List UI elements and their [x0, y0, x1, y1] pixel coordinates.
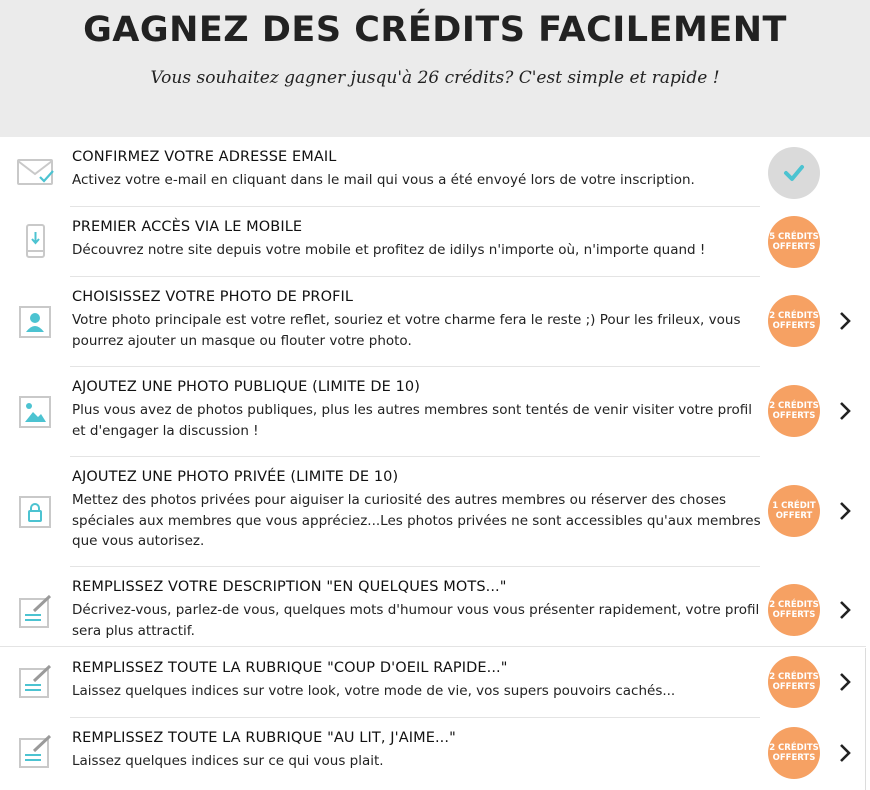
badge-amount: 2 CRÉDITS — [769, 742, 819, 753]
chevron-right-icon[interactable] — [836, 742, 854, 764]
badge-label: OFFERTS — [772, 411, 816, 421]
task-title: AJOUTEZ UNE PHOTO PRIVÉE (LIMITE DE 10) — [72, 469, 399, 485]
chevron-right-icon[interactable] — [836, 500, 854, 522]
edit-text-icon — [16, 733, 54, 771]
badge-label: OFFERTS — [772, 610, 816, 620]
task-description: Laissez quelques indices sur votre look, votre mode de vie, vos supers pouvoirs cachés... — [72, 683, 676, 699]
task-title: REMPLISSEZ VOTRE DESCRIPTION "EN QUELQUES MOTS..." — [72, 579, 507, 595]
edit-text-icon — [16, 663, 54, 701]
credits-badge — [768, 727, 820, 779]
badge-amount: 2 CRÉDITS — [769, 310, 819, 321]
page-header — [0, 0, 870, 137]
task-description: Activez votre e-mail en cliquant dans le mail qui vous a été envoyé lors de votre inscription. — [72, 172, 695, 188]
badge-amount: 2 CRÉDITS — [769, 599, 819, 610]
mobile-icon — [16, 223, 54, 261]
credits-badge — [768, 295, 820, 347]
task-title: AJOUTEZ UNE PHOTO PUBLIQUE (LIMITE DE 10) — [72, 379, 420, 395]
chevron-right-icon[interactable] — [836, 599, 854, 621]
badge-label: OFFERTS — [772, 321, 816, 331]
task-description: Plus vous avez de photos publiques, plus les autres membres sont tentés de venir visiter votre profil et d'engager la discussion ! — [72, 402, 752, 439]
task-description: Décrivez-vous, parlez-de vous, quelques mots d'humour vous vous présenter rapidement, votre profil sera plus attractif. — [72, 602, 760, 639]
credits-badge — [768, 584, 820, 636]
badge-amount: 1 CRÉDIT — [772, 500, 816, 511]
task-title: CHOISISSEZ VOTRE PHOTO DE PROFIL — [72, 289, 354, 305]
edit-text-icon — [16, 593, 54, 631]
task-description: Votre photo principale est votre reflet, souriez et votre charme fera le reste ;) Pour les frileux, vous pourrez ajouter un masque ou flouter votre photo. — [72, 312, 741, 349]
credits-badge — [768, 216, 820, 268]
badge-label: OFFERT — [775, 511, 813, 521]
task-confirm-email — [0, 137, 870, 207]
credits-badge — [768, 385, 820, 437]
badge-label: OFFERTS — [772, 753, 816, 763]
chevron-right-icon[interactable] — [836, 310, 854, 332]
badge-label: OFFERTS — [772, 682, 816, 692]
badge-label: OFFERTS — [772, 242, 816, 252]
task-mobile-access[interactable] — [0, 207, 870, 277]
checkmark-icon — [783, 164, 805, 182]
private-photo-lock-icon — [16, 493, 54, 531]
page-title: GAGNEZ DES CRÉDITS FACILEMENT — [83, 10, 787, 50]
task-private-photo[interactable] — [0, 457, 870, 567]
badge-amount: 5 CRÉDITS — [769, 231, 819, 242]
badge-amount: 2 CRÉDITS — [769, 671, 819, 682]
task-description: Découvrez notre site depuis votre mobile et profitez de idilys n'importe où, n'importe quand ! — [72, 242, 706, 258]
public-photo-icon — [16, 393, 54, 431]
task-title: REMPLISSEZ TOUTE LA RUBRIQUE "AU LIT, J'AIME..." — [72, 730, 456, 746]
credits-badge — [768, 485, 820, 537]
page-subtitle: Vous souhaitez gagner jusqu'à 26 crédits? C'est simple et rapide ! — [150, 68, 720, 88]
task-title: PREMIER ACCÈS VIA LE MOBILE — [72, 219, 303, 235]
task-title: CONFIRMEZ VOTRE ADRESSE EMAIL — [72, 149, 337, 165]
task-in-bed[interactable] — [0, 718, 870, 790]
task-title: REMPLISSEZ TOUTE LA RUBRIQUE "COUP D'OEIL RAPIDE..." — [72, 660, 508, 676]
task-quick-glance[interactable] — [0, 648, 870, 718]
task-description: Laissez quelques indices sur ce qui vous plait. — [72, 753, 384, 769]
task-description: Mettez des photos privées pour aiguiser la curiosité des autres membres ou réserver des choses spéciales aux membres que vous appréciez...Les photos privées ne sont accessibles qu'aux membres que vous autorisez. — [72, 492, 761, 549]
task-profile-photo[interactable] — [0, 277, 870, 367]
task-description-words[interactable] — [0, 567, 870, 647]
chevron-right-icon[interactable] — [836, 671, 854, 693]
chevron-right-icon[interactable] — [836, 400, 854, 422]
badge-amount: 2 CRÉDITS — [769, 400, 819, 411]
profile-photo-icon — [16, 303, 54, 341]
envelope-check-icon — [16, 153, 54, 191]
task-public-photo[interactable] — [0, 367, 870, 457]
section-divider — [0, 646, 866, 647]
completed-badge — [768, 147, 820, 199]
credits-badge — [768, 656, 820, 708]
